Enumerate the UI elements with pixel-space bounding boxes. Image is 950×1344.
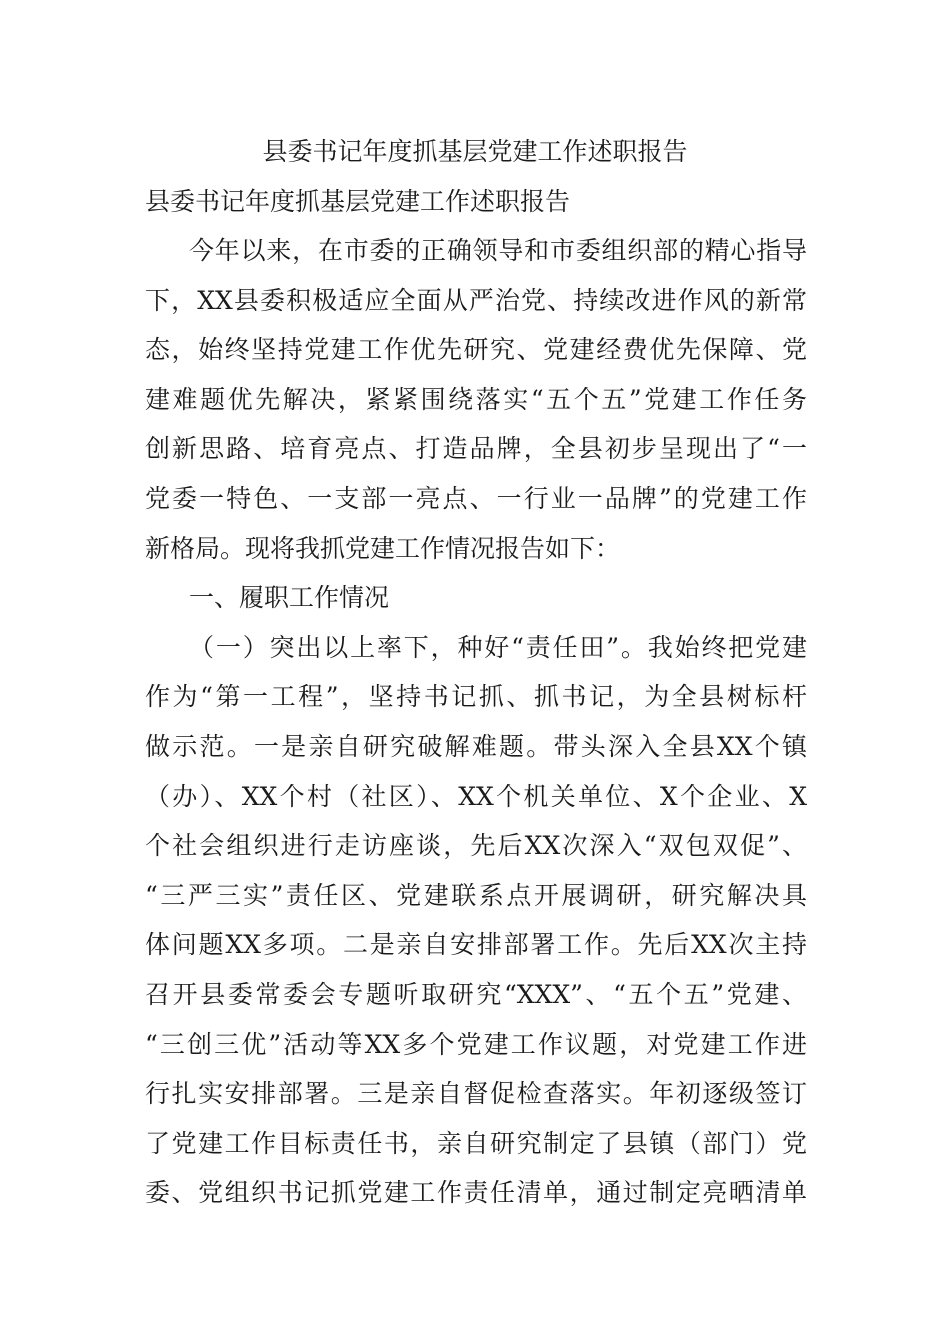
paragraph-line: 个社会组织进行走访座谈，先后XX次深入“双包双促”、	[145, 831, 807, 861]
paragraph-line: （办）、XX个村（社区）、XX个机关单位、X个企业、X	[145, 781, 807, 811]
paragraph-line: 创新思路、培育亮点、打造品牌，全县初步呈现出了“一	[145, 434, 807, 464]
paragraph-line: 下，XX县委积极适应全面从严治党、持续改进作风的新常	[145, 285, 807, 315]
paragraph-line: 今年以来，在市委的正确领导和市委组织部的精心指导	[189, 236, 807, 265]
paragraph-line: “三创三优”活动等XX多个党建工作议题，对党建工作进	[145, 1029, 807, 1059]
body-text	[145, 226, 807, 1218]
paragraph-line: 建难题优先解决，紧紧围绕落实“五个五”党建工作任务	[145, 384, 807, 414]
paragraph-line: 委、党组织书记抓党建工作责任清单，通过制定亮晒清单	[145, 1178, 807, 1208]
paragraph-line: 新格局。现将我抓党建工作情况报告如下：	[145, 533, 621, 563]
paragraph-line: 一、履职工作情况	[189, 583, 390, 613]
document-title: 县委书记年度抓基层党建工作述职报告	[262, 137, 688, 166]
paragraph-line: （一）突出以上率下，种好“责任田”。我始终把党建	[189, 632, 807, 662]
paragraph-line: 体问题XX多项。二是亲自安排部署工作。先后XX次主持	[145, 930, 807, 960]
paragraph-line: 作为“第一工程”，坚持书记抓、抓书记，为全县树标杆	[145, 682, 807, 712]
document-subtitle: 县委书记年度抓基层党建工作述职报告	[145, 187, 571, 216]
paragraph-line: 了党建工作目标责任书，亲自研究制定了县镇（部门）党	[145, 1128, 807, 1158]
paragraph-line: 做示范。一是亲自研究破解难题。带头深入全县XX个镇	[145, 731, 807, 761]
paragraph-line: 党委一特色、一支部一亮点、一行业一品牌”的党建工作	[145, 483, 807, 513]
paragraph-line: “三严三实”责任区、党建联系点开展调研，研究解决具	[145, 880, 807, 910]
paragraph-line: 行扎实安排部署。三是亲自督促检查落实。年初逐级签订	[145, 1079, 807, 1109]
paragraph-line: 态，始终坚持党建工作优先研究、党建经费优先保障、党	[145, 335, 807, 365]
paragraph-line: 召开县委常委会专题听取研究“XXX”、“五个五”党建、	[145, 979, 807, 1009]
